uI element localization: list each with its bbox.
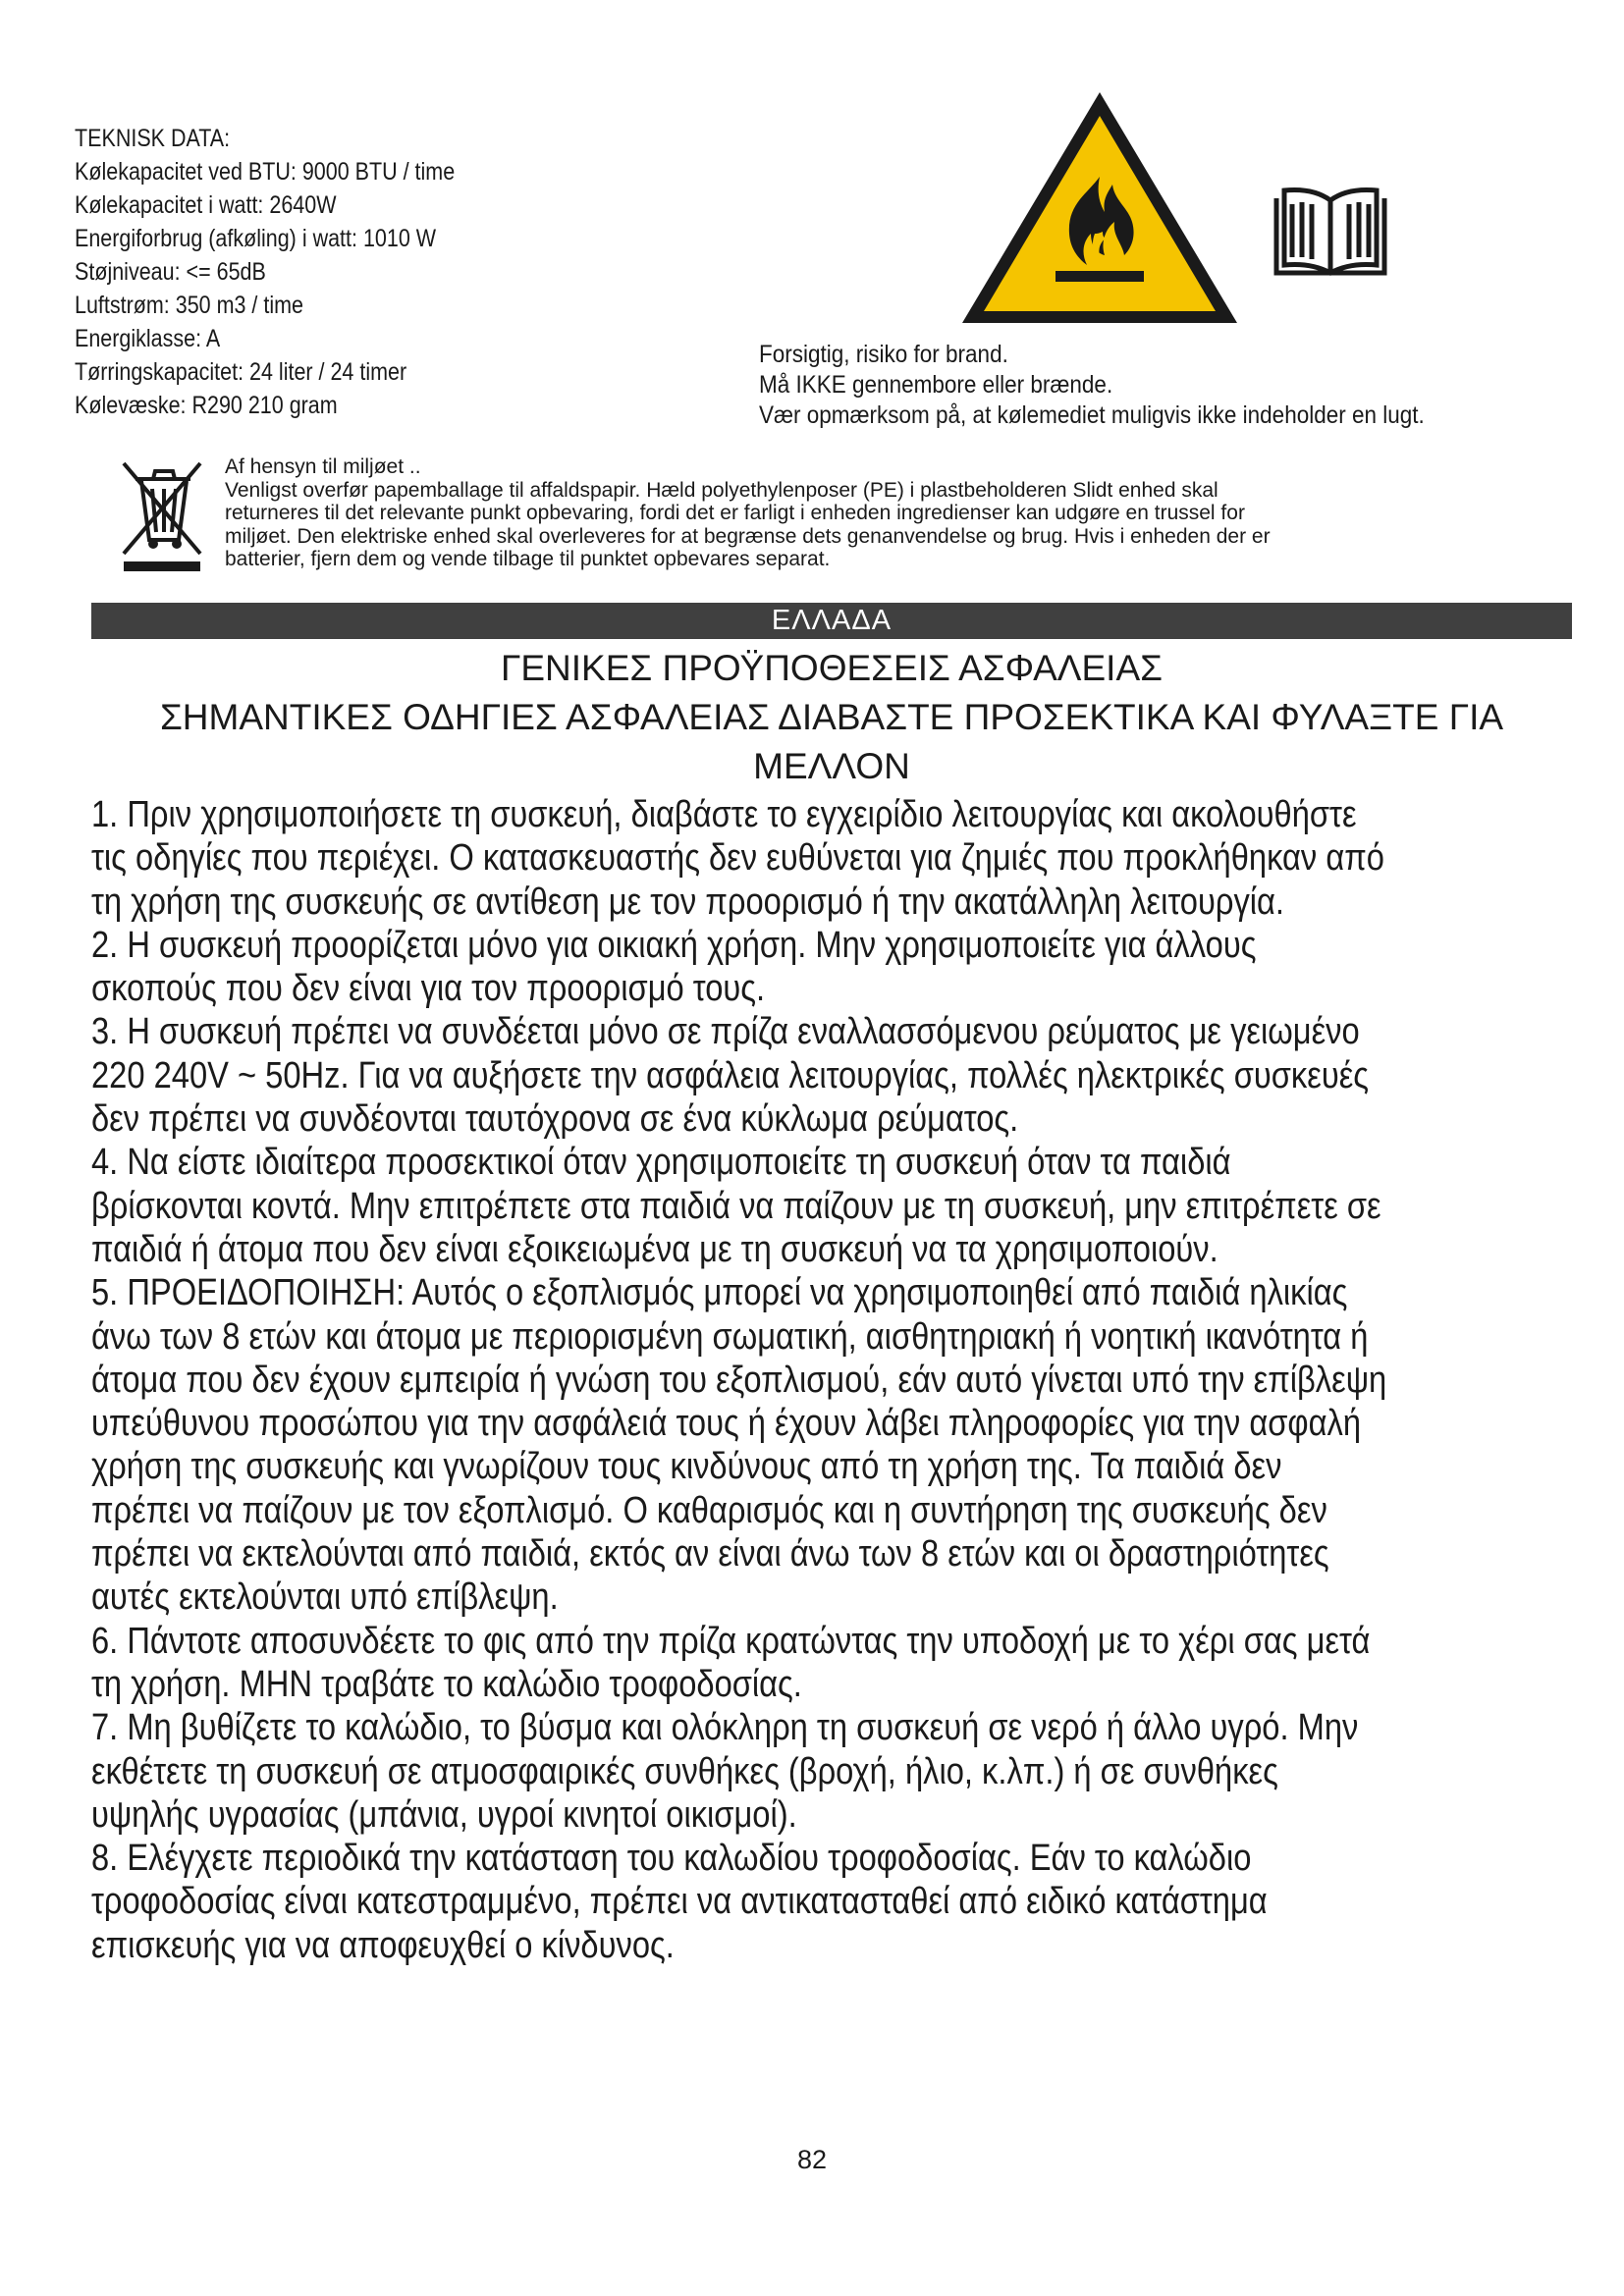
tech-data-line: Tørringskapacitet: 24 liter / 24 timer	[75, 358, 407, 386]
instruction-line: άνω των 8 ετών και άτομα με περιορισμένη σωματική, αισθητηριακή ή νοητική ικανότητα ή	[91, 1315, 1369, 1358]
instruction-line: τροφοδοσίας είναι κατεστραμμένο, πρέπει να αντικατασταθεί από ειδικό κατάστημα	[91, 1881, 1268, 1923]
tech-data-line: Energiforbrug (afkøling) i watt: 1010 W	[75, 225, 437, 252]
page-number: 82	[796, 2145, 828, 2174]
section-title: ΜΕΛΛΟΝ	[753, 746, 910, 786]
safety-instructions	[91, 793, 1386, 1967]
instruction-line: σκοπούς που δεν είναι για τον προορισμό τους.	[91, 968, 766, 1010]
technical-data	[75, 122, 455, 422]
instruction-line: 8. Ελέγχετε περιοδικά την κατάσταση του καλωδίου τροφοδοσίας. Εάν το καλώδιο	[91, 1838, 1252, 1880]
instruction-line: 5. ΠΡΟΕΙΔΟΠΟΙΗΣΗ: Αυτός ο εξοπλισμός μπορεί να χρησιμοποιηθεί από παιδιά ηλικίας	[91, 1272, 1348, 1314]
flammable-warning-icon	[957, 86, 1242, 329]
instruction-line: παιδιά ή άτομα που δεν είναι εξοικειωμένα με τη συσκευή να τα χρησιμοποιούν.	[91, 1228, 1218, 1270]
environment-line: batterier, fjern dem og vende tilbage til punktet opbevares separat.	[225, 548, 831, 570]
instruction-line: 2. Η συσκευή προορίζεται μόνο για οικιακή χρήση. Μην χρησιμοποιείτε για άλλους	[91, 924, 1257, 966]
instruction-line: 1. Πριν χρησιμοποιήσετε τη συσκευή, διαβάστε το εγχειρίδιο λειτουργίας και ακολουθήστε	[91, 794, 1357, 835]
instruction-line: επισκευής για να αποφευχθεί ο κίνδυνος.	[91, 1924, 675, 1966]
tech-data-line: TEKNISK DATA:	[75, 125, 231, 152]
instruction-line: τη χρήση της συσκευής σε αντίθεση με τον προορισμό ή την ακατάλληλη λειτουργία.	[91, 881, 1285, 923]
instruction-line: υπεύθυνου προσώπου για την ασφάλειά τους ή έχουν λάβει πληροφορίες για την ασφαλή	[91, 1403, 1362, 1445]
environment-line: Af hensyn til miljøet ..	[225, 455, 421, 478]
instruction-line: δεν πρέπει να συνδέονται ταυτόχρονα σε ένα κύκλωμα ρεύματος.	[91, 1098, 1019, 1141]
caution-line: Forsigtig, risiko for brand.	[759, 341, 1008, 368]
section-bar	[91, 603, 1572, 639]
environment-line: Venligst overfør papemballage til affaldspapir. Hæld polyethylenposer (PE) i plastbeholderen Slidt enhed skal	[225, 478, 1218, 502]
environment-line: miljøet. Den elektriske enhed skal overleveres for at begrænse dets genanvendelse og brug. Hvis i enheden der er	[225, 524, 1271, 548]
caution-line: Må IKKE gennembore eller brænde.	[759, 371, 1113, 399]
section-label: ΕΛΛΑΔΑ	[771, 605, 893, 636]
tech-data-line: Luftstrøm: 350 m3 / time	[75, 292, 303, 319]
caution-text	[759, 340, 1425, 431]
instruction-line: βρίσκονται κοντά. Μην επιτρέπετε στα παιδιά να παίζουν με τη συσκευή, μην επιτρέπετε σε	[91, 1185, 1381, 1227]
caution-line: Vær opmærksom på, at kølemediet muligvis ikke indeholder en lugt.	[759, 401, 1425, 429]
instruction-line: 7. Μη βυθίζετε το καλώδιο, το βύσμα και ολόκληρη τη συσκευή σε νερό ή άλλο υγρό. Μην	[91, 1707, 1359, 1749]
instruction-line: άτομα που δεν έχουν εμπειρία ή γνώση του εξοπλισμού, εάν αυτό γίνεται υπό την επίβλεψη	[91, 1359, 1387, 1401]
instruction-line: 220 240V ~ 50Hz. Για να αυξήσετε την ασφάλεια λειτουργίας, πολλές ηλεκτρικές συσκευές	[91, 1054, 1370, 1096]
instruction-line: τη χρήση. ΜΗΝ τραβάτε το καλώδιο τροφοδοσίας.	[91, 1663, 802, 1705]
instruction-line: 4. Να είστε ιδιαίτερα προσεκτικοί όταν χρησιμοποιείτε τη συσκευή όταν τα παιδιά	[91, 1142, 1231, 1184]
instruction-line: χρήση της συσκευής και γνωρίζουν τους κινδύνους από τη χρήση της. Τα παιδιά δεν	[91, 1446, 1282, 1488]
environment-line: returneres til det relevante punkt opbevaring, fordi det er farligt i enheden ingredienser kan udgøre en trussel for	[225, 502, 1245, 524]
section-title: ΓΕΝΙΚΕΣ ΠΡΟΫΠΟΘΕΣΕΙΣ ΑΣΦΑΛΕΙΑΣ	[500, 648, 1164, 688]
tech-data-line: Kølekapacitet i watt: 2640W	[75, 191, 337, 219]
instruction-line: 6. Πάντοτε αποσυνδέετε το φις από την πρίζα κρατώντας την υποδοχή με το χέρι σας μετά	[91, 1620, 1371, 1662]
tech-data-line: Energiklasse: A	[75, 325, 221, 352]
section-title: ΣΗΜΑΝΤΙΚΕΣ ΟΔΗΓΙΕΣ ΑΣΦΑΛΕΙΑΣ ΔΙΑΒΑΣΤΕ ΠΡΟΣΕΚΤΙΚΑ ΚΑΙ ΦΥΛΑΞΤΕ ΓΙΑ	[159, 697, 1504, 737]
instruction-line: 3. Η συσκευή πρέπει να συνδέεται μόνο σε πρίζα εναλλασσόμενου ρεύματος με γειωμένο	[91, 1011, 1360, 1053]
tech-data-line: Støjniveau: <= 65dB	[75, 258, 266, 286]
environment-notice	[225, 455, 1271, 571]
crossed-bin-icon	[120, 459, 204, 573]
safety-titles	[91, 644, 1572, 791]
instruction-line: εκθέτετε τη συσκευή σε ατμοσφαιρικές συνθήκες (βροχή, ήλιο, κ.λπ.) ή σε συνθήκες	[91, 1750, 1278, 1792]
tech-data-line: Kølevæske: R290 210 gram	[75, 392, 338, 419]
tech-data-line: Kølekapacitet ved BTU: 9000 BTU / time	[75, 158, 456, 186]
read-manual-icon	[1269, 187, 1392, 280]
instruction-line: πρέπει να εκτελούνται από παιδιά, εκτός αν είναι άνω των 8 ετών και οι δραστηριότητες	[91, 1533, 1329, 1575]
instruction-line: αυτές εκτελούνται υπό επίβλεψη.	[91, 1576, 559, 1619]
instruction-line: υψηλής υγρασίας (μπάνια, υγροί κινητοί οικισμοί).	[91, 1793, 797, 1836]
instruction-line: τις οδηγίες που περιέχει. Ο κατασκευαστής δεν ευθύνεται για ζημιές που προκλήθηκαν από	[91, 837, 1384, 880]
instruction-line: πρέπει να παίζουν με τον εξοπλισμό. Ο καθαρισμός και η συντήρηση της συσκευής δεν	[91, 1489, 1327, 1531]
